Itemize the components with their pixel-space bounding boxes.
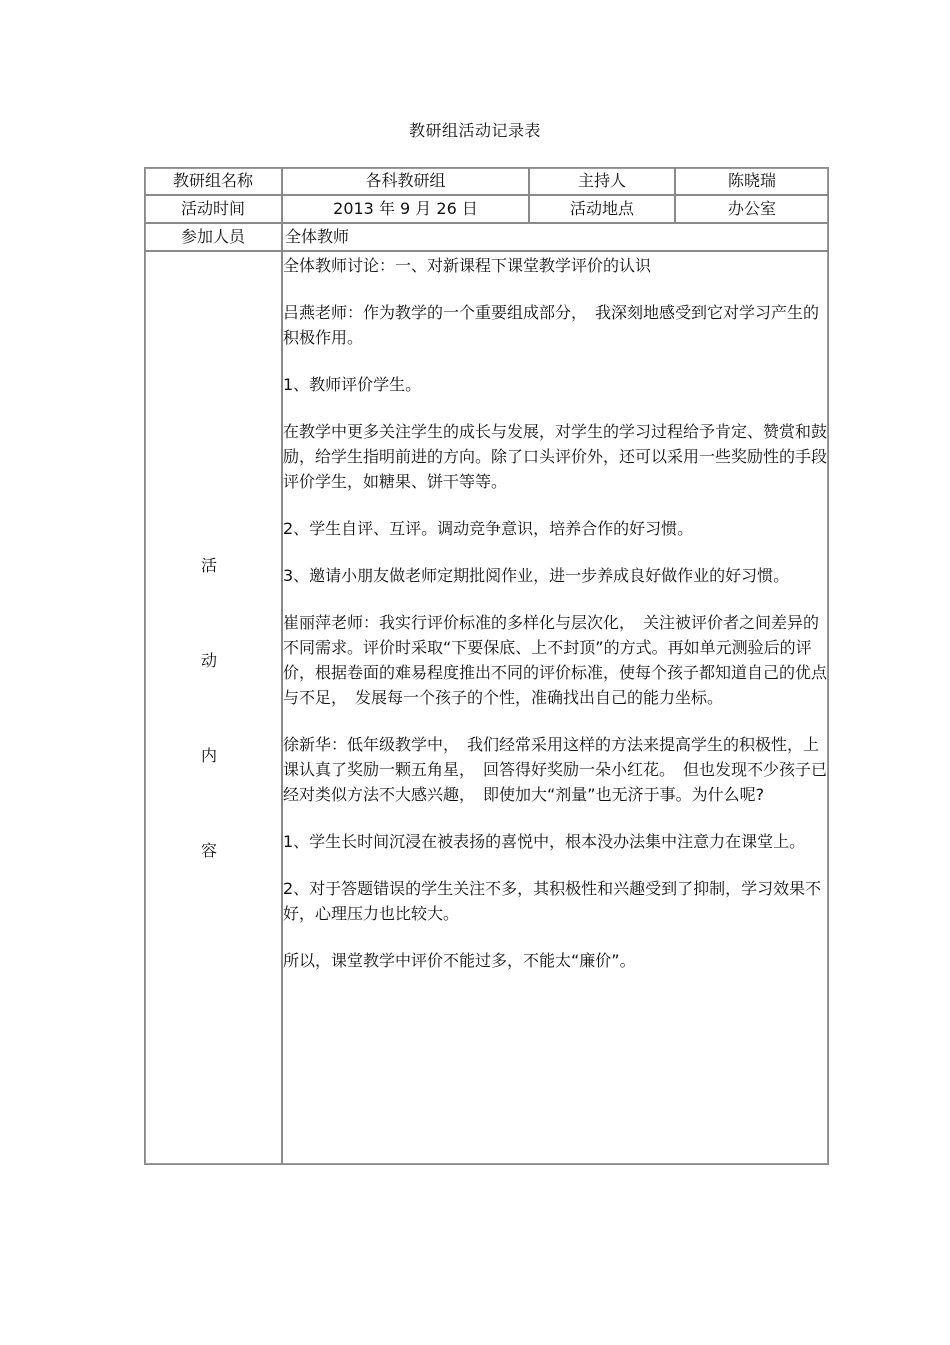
content-paragraph: 3、邀请小朋友做老师定期批阅作业，进一步养成良好做作业的好习惯。 bbox=[283, 566, 790, 585]
content-label-char: 动 bbox=[200, 651, 217, 670]
content-paragraph: 1、学生长时间沉浸在被表扬的喜悦中，根本没办法集中注意力在课堂上。 bbox=[283, 832, 806, 851]
content-paragraph: 崔丽萍老师：我实行评价标准的多样化与层次化， 关注被评价者之间差异的不同需求。评价时采取“下要保底、上不封顶”的方式。再如单元测验后的评价，根据卷面的难易程度推出不同的评价标准，使每个孩子都知道自己的优点与不足， 发展每一个孩子的个性，准确找出自己的能力坐标。 bbox=[283, 613, 828, 707]
content-paragraph: 1、教师评价学生。 bbox=[283, 375, 422, 394]
group-name-value: 各科教研组 bbox=[282, 167, 529, 195]
content-paragraph: 徐新华：低年级教学中， 我们经常采用这样的方法来提高学生的积极性，上课认真了奖励一颗五角星， 回答得好奖励一朵小红花。 但也发现不少孩子已经对类似方法不大感兴趣， 即使加大“剂量”也无济于事。为什么呢? bbox=[283, 735, 828, 804]
host-label: 主持人 bbox=[529, 167, 675, 195]
content-label-char: 活 bbox=[200, 556, 217, 575]
activity-content bbox=[283, 251, 828, 1163]
activity-location-value: 办公室 bbox=[675, 195, 829, 223]
participants-label: 参加人员 bbox=[144, 223, 282, 251]
activity-time-value: 2013 年 9 月 26 日 bbox=[282, 195, 529, 223]
host-value: 陈晓瑞 bbox=[675, 167, 829, 195]
content-label bbox=[144, 250, 281, 1165]
content-paragraph: 所以，课堂教学中评价不能过多，不能太“廉价”。 bbox=[283, 951, 636, 970]
content-paragraph: 全体教师讨论：一、对新课程下课堂教学评价的认识 bbox=[283, 256, 652, 275]
activity-time-label: 活动时间 bbox=[144, 195, 282, 223]
content-paragraph: 吕燕老师：作为教学的一个重要组成部分， 我深刻地感受到它对学习产生的积极作用。 bbox=[283, 303, 820, 347]
participants-value: 全体教师 bbox=[282, 223, 829, 251]
content-label-char: 内 bbox=[200, 746, 217, 765]
content-paragraph: 在教学中更多关注学生的成长与发展，对学生的学习过程给予肯定、赞赏和鼓励，给学生指明前进的方向。除了口头评价外，还可以采用一些奖励性的手段评价学生，如糖果、饼干等等。 bbox=[283, 422, 828, 491]
activity-location-label: 活动地点 bbox=[529, 195, 675, 223]
content-paragraph: 2、对于答题错误的学生关注不多，其积极性和兴趣受到了抑制，学习效果不好，心理压力也比较大。 bbox=[283, 879, 822, 923]
content-label-char: 容 bbox=[200, 841, 217, 860]
content-paragraph: 2、学生自评、互评。调动竞争意识，培养合作的好习惯。 bbox=[283, 519, 694, 538]
group-name-label: 教研组名称 bbox=[144, 167, 282, 195]
form-title: 教研组活动记录表 bbox=[408, 121, 541, 140]
